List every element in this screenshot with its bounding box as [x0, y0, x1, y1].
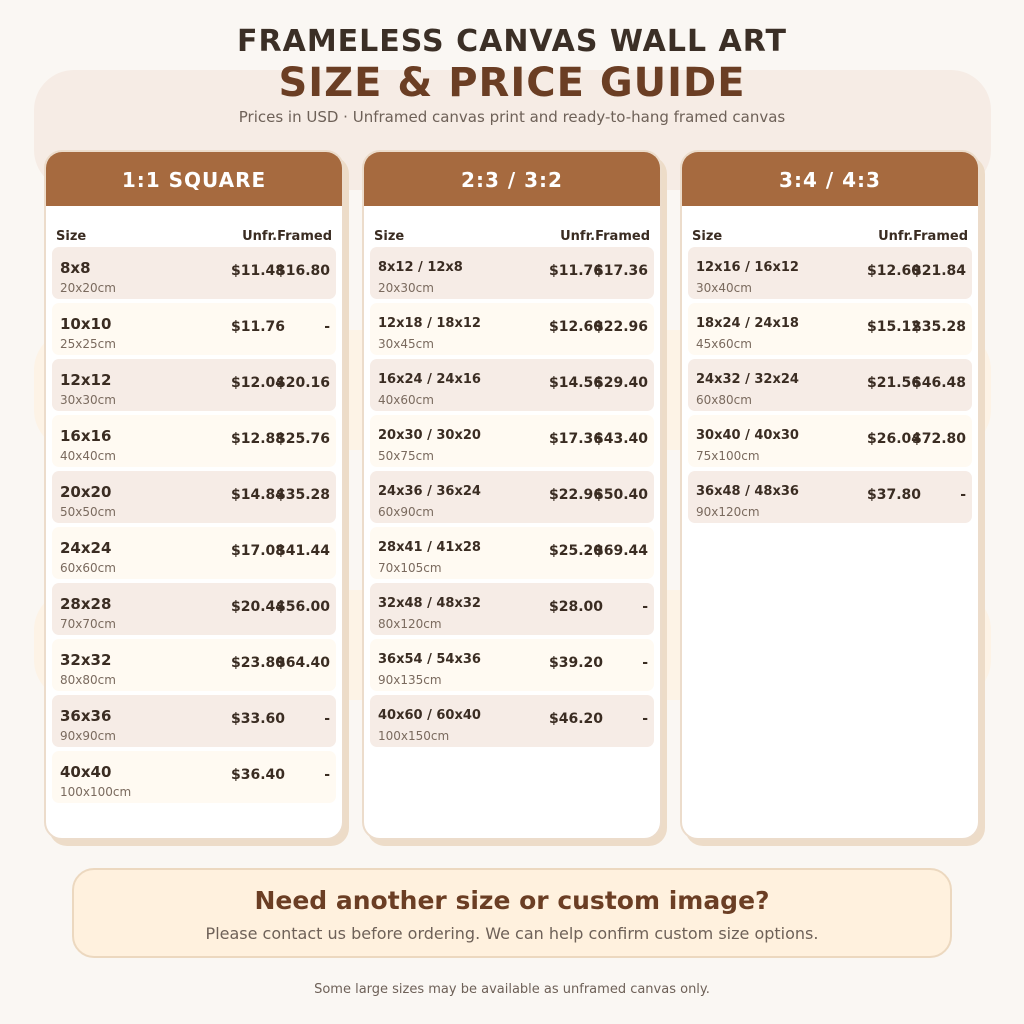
unframed-price: $21.56	[867, 375, 922, 391]
unframed-price: $46.20	[549, 711, 604, 727]
panel-square	[44, 150, 344, 840]
size-row	[688, 415, 972, 467]
size-inches: 12x18 / 18x12	[378, 316, 481, 331]
framed-price: $25.76	[275, 431, 330, 447]
callout-text: Please contact us before ordering. We can help confirm custom size options.	[205, 924, 819, 943]
size-cm: 60x90cm	[378, 505, 434, 519]
panel-title: 2:3 / 3:2	[364, 152, 660, 206]
size-cm: 30x45cm	[378, 337, 434, 351]
panel-title: 1:1 SQUARE	[46, 152, 342, 206]
footer-note: Some large sizes may be available as unframed canvas only.	[314, 982, 710, 997]
size-row	[370, 247, 654, 299]
framed-price: -	[642, 655, 648, 671]
column-framed-label: Framed	[595, 229, 650, 244]
column-unframed-label: Unfr.	[560, 229, 596, 244]
framed-price: $17.36	[593, 263, 648, 279]
column-header-row	[374, 229, 650, 249]
column-size-label: Size	[692, 229, 723, 244]
size-row	[370, 471, 654, 523]
size-inches: 10x10	[60, 315, 112, 333]
column-price-labels	[878, 229, 968, 244]
size-row	[370, 695, 654, 747]
size-cm: 100x150cm	[378, 729, 450, 743]
size-inches: 32x48 / 48x32	[378, 596, 481, 611]
framed-price: $69.44	[593, 543, 648, 559]
size-row	[370, 359, 654, 411]
size-inches: 18x24 / 24x18	[696, 316, 799, 331]
unframed-price: $17.36	[549, 431, 604, 447]
column-size-label: Size	[374, 229, 405, 244]
unframed-price: $11.76	[231, 319, 286, 335]
size-inches: 28x41 / 41x28	[378, 540, 481, 555]
framed-price: -	[642, 711, 648, 727]
size-inches: 12x16 / 16x12	[696, 260, 799, 275]
size-row	[52, 583, 336, 635]
size-cm: 75x100cm	[696, 449, 760, 463]
column-header-row	[56, 229, 332, 249]
framed-price: -	[642, 599, 648, 615]
unframed-price: $12.04	[231, 375, 286, 391]
unframed-price: $22.96	[549, 487, 604, 503]
framed-price: $41.44	[275, 543, 330, 559]
column-price-labels	[242, 229, 332, 244]
unframed-price: $39.20	[549, 655, 604, 671]
unframed-price: $20.44	[231, 599, 286, 615]
size-cm: 50x75cm	[378, 449, 434, 463]
size-inches: 24x24	[60, 539, 112, 557]
panel-2x3	[362, 150, 662, 840]
unframed-price: $26.04	[867, 431, 922, 447]
unframed-price: $28.00	[549, 599, 604, 615]
unframed-price: $12.60	[549, 319, 604, 335]
size-row	[688, 359, 972, 411]
size-row	[370, 527, 654, 579]
size-cm: 20x20cm	[60, 281, 116, 295]
size-row	[688, 471, 972, 523]
size-cm: 25x25cm	[60, 337, 116, 351]
column-unframed-label: Unfr.	[242, 229, 278, 244]
size-row	[52, 415, 336, 467]
size-cm: 60x80cm	[696, 393, 752, 407]
size-row	[52, 359, 336, 411]
size-inches: 16x16	[60, 427, 112, 445]
unframed-price: $23.80	[231, 655, 286, 671]
size-inches: 24x32 / 32x24	[696, 372, 799, 387]
size-inches: 32x32	[60, 651, 112, 669]
size-rows	[370, 247, 654, 751]
framed-price: -	[324, 319, 330, 335]
size-cm: 70x105cm	[378, 561, 442, 575]
size-cm: 60x60cm	[60, 561, 116, 575]
framed-price: $46.48	[911, 375, 966, 391]
framed-price: $72.80	[911, 431, 966, 447]
size-inches: 12x12	[60, 371, 112, 389]
size-rows	[52, 247, 336, 807]
unframed-price: $17.08	[231, 543, 286, 559]
size-inches: 30x40 / 40x30	[696, 428, 799, 443]
column-framed-label: Framed	[277, 229, 332, 244]
column-price-labels	[560, 229, 650, 244]
size-cm: 30x40cm	[696, 281, 752, 295]
page-subtitle: SIZE & PRICE GUIDE	[278, 60, 746, 106]
framed-price: $35.28	[275, 487, 330, 503]
custom-size-callout	[72, 868, 952, 958]
size-inches: 36x36	[60, 707, 112, 725]
unframed-price: $12.88	[231, 431, 286, 447]
unframed-price: $14.56	[549, 375, 604, 391]
framed-price: $20.16	[275, 375, 330, 391]
unframed-price: $11.76	[549, 263, 604, 279]
size-rows	[688, 247, 972, 527]
size-inches: 8x12 / 12x8	[378, 260, 463, 275]
framed-price: $56.00	[275, 599, 330, 615]
size-inches: 36x54 / 54x36	[378, 652, 481, 667]
size-row	[52, 527, 336, 579]
unframed-price: $33.60	[231, 711, 286, 727]
framed-price: $64.40	[275, 655, 330, 671]
size-cm: 100x100cm	[60, 785, 132, 799]
framed-price: $16.80	[275, 263, 330, 279]
size-cm: 50x50cm	[60, 505, 116, 519]
column-header-row	[692, 229, 968, 249]
size-row	[52, 751, 336, 803]
size-inches: 20x20	[60, 483, 112, 501]
unframed-price: $25.20	[549, 543, 604, 559]
size-cm: 70x70cm	[60, 617, 116, 631]
size-row	[52, 639, 336, 691]
size-cm: 90x135cm	[378, 673, 442, 687]
price-note: Prices in USD · Unframed canvas print and ready-to-hang framed canvas	[238, 108, 786, 126]
size-inches: 8x8	[60, 259, 91, 277]
unframed-price: $36.40	[231, 767, 286, 783]
framed-price: $29.40	[593, 375, 648, 391]
size-cm: 30x30cm	[60, 393, 116, 407]
size-cm: 20x30cm	[378, 281, 434, 295]
unframed-price: $14.84	[231, 487, 286, 503]
size-cm: 40x60cm	[378, 393, 434, 407]
size-cm: 90x90cm	[60, 729, 116, 743]
framed-price: -	[324, 767, 330, 783]
framed-price: $21.84	[911, 263, 966, 279]
size-inches: 16x24 / 24x16	[378, 372, 481, 387]
framed-price: -	[960, 487, 966, 503]
panel-title: 3:4 / 4:3	[682, 152, 978, 206]
size-cm: 80x120cm	[378, 617, 442, 631]
column-size-label: Size	[56, 229, 87, 244]
framed-price: $22.96	[593, 319, 648, 335]
unframed-price: $11.48	[231, 263, 286, 279]
size-row	[370, 415, 654, 467]
size-row	[52, 471, 336, 523]
size-inches: 20x30 / 30x20	[378, 428, 481, 443]
size-row	[52, 303, 336, 355]
framed-price: -	[324, 711, 330, 727]
size-inches: 40x40	[60, 763, 112, 781]
size-inches: 36x48 / 48x36	[696, 484, 799, 499]
size-cm: 80x80cm	[60, 673, 116, 687]
column-framed-label: Framed	[913, 229, 968, 244]
size-inches: 24x36 / 36x24	[378, 484, 481, 499]
size-row	[688, 247, 972, 299]
panel-3x4	[680, 150, 980, 840]
size-inches: 28x28	[60, 595, 112, 613]
size-row	[52, 247, 336, 299]
size-row	[688, 303, 972, 355]
framed-price: $35.28	[911, 319, 966, 335]
size-inches: 40x60 / 60x40	[378, 708, 481, 723]
callout-title: Need another size or custom image?	[254, 886, 770, 915]
unframed-price: $37.80	[867, 487, 922, 503]
size-row	[370, 639, 654, 691]
size-cm: 40x40cm	[60, 449, 116, 463]
size-cm: 45x60cm	[696, 337, 752, 351]
size-row	[370, 583, 654, 635]
framed-price: $43.40	[593, 431, 648, 447]
size-row	[52, 695, 336, 747]
unframed-price: $12.60	[867, 263, 922, 279]
size-cm: 90x120cm	[696, 505, 760, 519]
framed-price: $50.40	[593, 487, 648, 503]
size-row	[370, 303, 654, 355]
unframed-price: $15.12	[867, 319, 922, 335]
column-unframed-label: Unfr.	[878, 229, 914, 244]
page-title: FRAMELESS CANVAS WALL ART	[237, 24, 787, 59]
